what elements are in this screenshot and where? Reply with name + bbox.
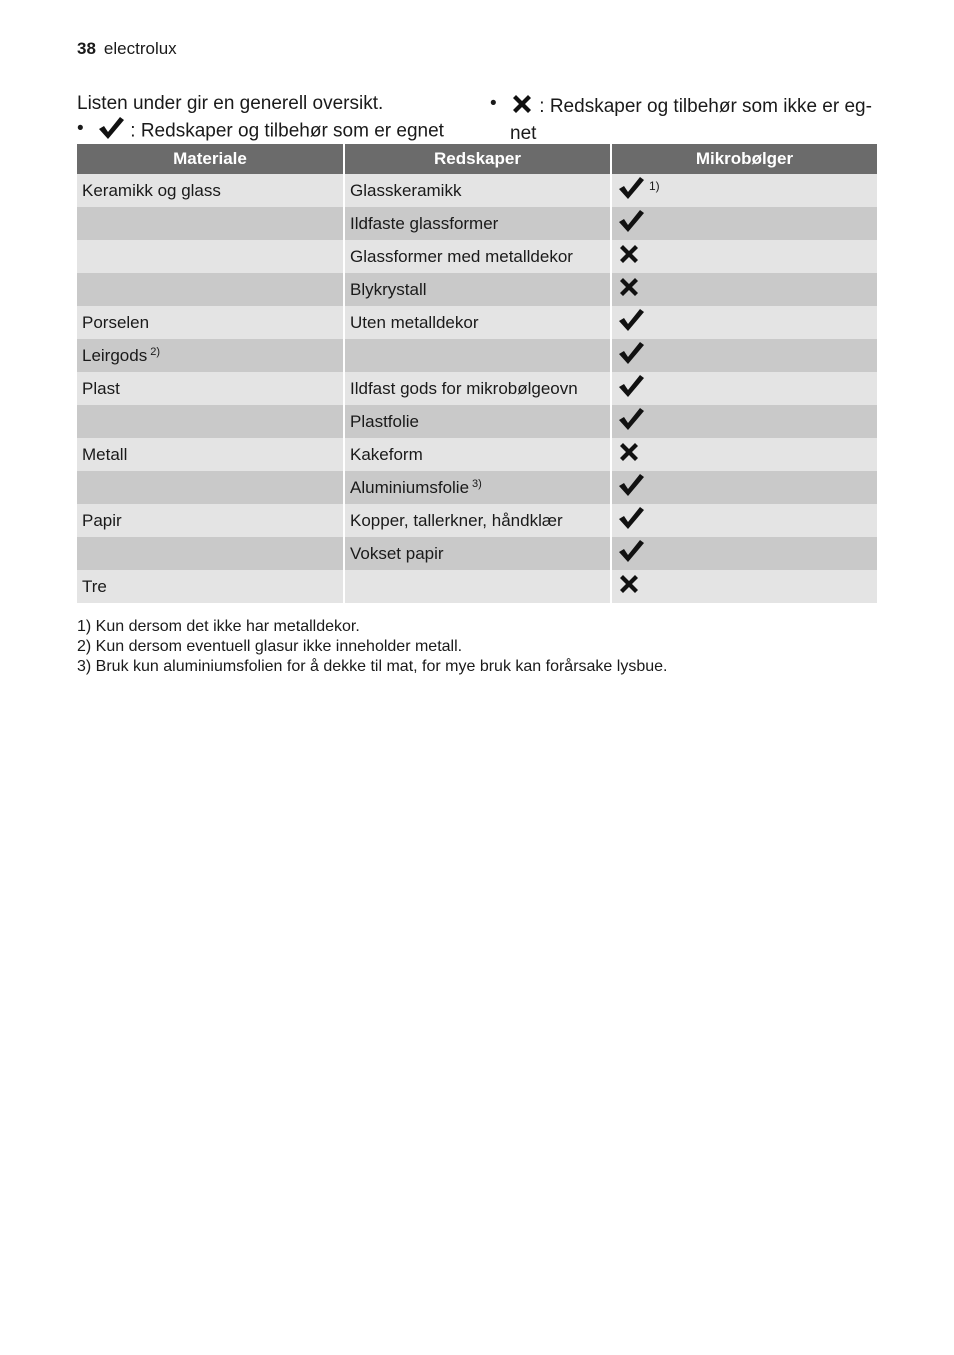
material-text: Keramikk og glass [82, 180, 221, 200]
microwave-cell [611, 537, 877, 570]
microwave-cell [611, 570, 877, 603]
bullet-dot: • [77, 118, 84, 139]
microwave-cell [611, 273, 877, 306]
footnote-ref: 3) [472, 477, 482, 490]
table-row [77, 537, 877, 570]
material-text: Porselen [82, 312, 150, 332]
check-icon [97, 116, 125, 147]
microwave-cell [611, 438, 877, 471]
brand-name: electrolux [103, 39, 177, 58]
utensil-text: Aluminiumsfolie [350, 477, 470, 497]
legend-suitable-text: : Redskaper og tilbehør som er egnet [130, 120, 444, 142]
check-icon [617, 341, 645, 370]
page-header [77, 39, 177, 59]
table-row [77, 273, 877, 306]
utensil-cell [344, 207, 611, 240]
microwave-cell [611, 372, 877, 405]
check-icon [617, 209, 645, 238]
check-icon [617, 407, 645, 436]
table-row [77, 471, 877, 504]
material-cell [77, 372, 344, 405]
material-cell [77, 504, 344, 537]
material-text: Metall [82, 444, 128, 464]
utensil-text: Ildfast gods for mikrobølgeovn [350, 378, 578, 398]
utensil-text: Kakeform [350, 444, 423, 464]
utensil-text: Ildfaste glassformer [350, 213, 499, 233]
utensil-cell [344, 339, 611, 372]
footnote-3: 3) Bruk kun aluminiumsfolien for å dekke til mat, for mye bruk kan forårsake lysbue. [77, 658, 668, 675]
material-cell [77, 438, 344, 471]
bullet-dot: • [490, 93, 497, 114]
utensil-text: Glassformer med metalldekor [350, 246, 573, 266]
check-icon [617, 473, 645, 502]
cross-icon [617, 572, 641, 601]
utensil-cell [344, 240, 611, 273]
footnote-ref: 1) [649, 178, 660, 193]
check-icon [617, 374, 645, 403]
utensil-text: Plastfolie [350, 411, 419, 431]
microwave-cell [611, 306, 877, 339]
legend-suitable [77, 116, 477, 147]
footnotes [77, 617, 667, 677]
material-text: Plast [82, 378, 120, 398]
table-header-row [77, 144, 877, 174]
legend-unsuitable [490, 92, 880, 145]
table-row [77, 306, 877, 339]
column-header-material: Materiale [77, 144, 344, 174]
material-cell [77, 207, 344, 240]
material-cell [77, 306, 344, 339]
footnote-2: 2) Kun dersom eventuell glasur ikke inneholder metall. [77, 638, 463, 655]
utensil-cell [344, 174, 611, 207]
microwave-cell [611, 174, 877, 207]
material-table [77, 144, 877, 603]
material-cell [77, 537, 344, 570]
footnote-1: 1) Kun dersom det ikke har metalldekor. [77, 618, 360, 635]
material-cell [77, 174, 344, 207]
column-header-utensils: Redskaper [344, 144, 611, 174]
check-icon [617, 539, 645, 568]
cross-icon [617, 242, 641, 271]
table-row [77, 504, 877, 537]
footnote-ref: 2) [150, 345, 160, 358]
legend-unsuitable-text: : Redskaper og tilbehør som ikke er eg-net [510, 96, 872, 144]
material-text: Tre [82, 576, 107, 596]
utensil-cell [344, 471, 611, 504]
microwave-cell [611, 405, 877, 438]
material-text: Leirgods [82, 345, 148, 365]
table-row [77, 339, 877, 372]
table-row [77, 240, 877, 273]
utensil-cell [344, 372, 611, 405]
microwave-cell [611, 471, 877, 504]
column-header-microwave: Mikrobølger [611, 144, 877, 174]
table-row [77, 372, 877, 405]
utensil-cell [344, 438, 611, 471]
material-cell [77, 471, 344, 504]
utensil-cell [344, 537, 611, 570]
material-cell [77, 273, 344, 306]
microwave-cell [611, 504, 877, 537]
microwave-cell [611, 207, 877, 240]
cross-icon [617, 275, 641, 304]
intro-lead: Listen under gir en generell oversikt. [77, 93, 384, 114]
utensil-cell [344, 306, 611, 339]
utensil-text: Kopper, tallerkner, håndklær [350, 510, 563, 530]
check-icon [617, 308, 645, 337]
utensil-cell [344, 570, 611, 603]
material-text: Papir [82, 510, 122, 530]
check-icon [617, 506, 645, 535]
microwave-cell [611, 339, 877, 372]
utensil-cell [344, 273, 611, 306]
utensil-text: Vokset papir [350, 543, 444, 563]
cross-icon [510, 92, 534, 122]
table-row [77, 438, 877, 471]
utensil-cell [344, 405, 611, 438]
intro-left [77, 91, 477, 147]
material-cell [77, 405, 344, 438]
microwave-cell [611, 240, 877, 273]
utensil-text: Blykrystall [350, 279, 427, 299]
table-row [77, 174, 877, 207]
utensil-text: Glasskeramikk [350, 180, 462, 200]
check-icon [617, 176, 645, 205]
utensil-text: Uten metalldekor [350, 312, 479, 332]
material-cell [77, 570, 344, 603]
page-number: 38 [77, 39, 96, 58]
intro-right [490, 92, 880, 145]
table-row [77, 405, 877, 438]
cross-icon [617, 440, 641, 469]
table-row [77, 207, 877, 240]
utensil-cell [344, 504, 611, 537]
material-cell [77, 240, 344, 273]
material-cell [77, 339, 344, 372]
table-row [77, 570, 877, 603]
